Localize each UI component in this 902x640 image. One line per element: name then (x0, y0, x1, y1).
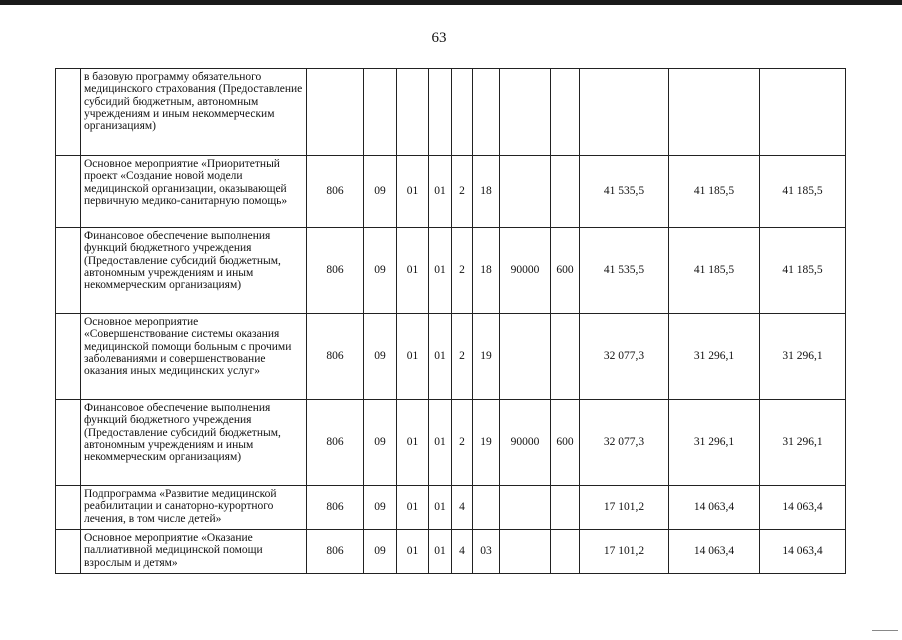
code-subsection: 01 (397, 486, 429, 530)
amount-year-1: 41 535,5 (580, 228, 669, 314)
amount-year-2: 41 185,5 (669, 228, 760, 314)
amount-year-3: 31 296,1 (760, 314, 846, 400)
amount-year-1: 32 077,3 (580, 314, 669, 400)
empty-cell (56, 69, 81, 156)
code-direction (500, 530, 551, 574)
amount-year-2 (669, 69, 760, 156)
table-row (56, 228, 846, 314)
code-event: 18 (473, 156, 500, 228)
code-event (473, 69, 500, 156)
code-admin (307, 69, 364, 156)
code-program: 01 (429, 156, 452, 228)
code-program (429, 69, 452, 156)
code-expense-type: 600 (551, 400, 580, 486)
code-admin: 806 (307, 156, 364, 228)
code-program: 01 (429, 400, 452, 486)
row-description: Подпрограмма «Развитие медицинской реабилитации и санаторно-курортного лечения, в том числе детей» (81, 486, 307, 530)
code-admin: 806 (307, 400, 364, 486)
code-subsection: 01 (397, 400, 429, 486)
code-event: 19 (473, 400, 500, 486)
scan-mark (872, 630, 898, 631)
table-row (56, 156, 846, 228)
code-expense-type (551, 486, 580, 530)
code-subprogram (452, 69, 473, 156)
amount-year-1: 32 077,3 (580, 400, 669, 486)
code-event: 19 (473, 314, 500, 400)
code-admin: 806 (307, 486, 364, 530)
code-direction (500, 314, 551, 400)
code-direction: 90000 (500, 400, 551, 486)
code-subprogram: 4 (452, 530, 473, 574)
amount-year-3: 41 185,5 (760, 156, 846, 228)
amount-year-1: 17 101,2 (580, 486, 669, 530)
amount-year-3 (760, 69, 846, 156)
code-program: 01 (429, 314, 452, 400)
code-section: 09 (364, 156, 397, 228)
amount-year-2: 31 296,1 (669, 314, 760, 400)
top-border-bar (0, 0, 902, 5)
code-program: 01 (429, 228, 452, 314)
empty-cell (56, 314, 81, 400)
row-description: Финансовое обеспечение выполнения функций бюджетного учреждения (Предоставление субсидий бюджетным, автономным учреждениям и иным некоммерческим организациям) (81, 400, 307, 486)
empty-cell (56, 228, 81, 314)
code-subprogram: 4 (452, 486, 473, 530)
code-expense-type (551, 69, 580, 156)
code-direction (500, 69, 551, 156)
code-subprogram: 2 (452, 314, 473, 400)
code-section (364, 69, 397, 156)
empty-cell (56, 156, 81, 228)
table-row (56, 69, 846, 156)
code-section: 09 (364, 530, 397, 574)
amount-year-2: 14 063,4 (669, 486, 760, 530)
code-direction (500, 486, 551, 530)
amount-year-1: 41 535,5 (580, 156, 669, 228)
code-subprogram: 2 (452, 228, 473, 314)
code-subprogram: 2 (452, 156, 473, 228)
empty-cell (56, 486, 81, 530)
table-row (56, 400, 846, 486)
amount-year-2: 14 063,4 (669, 530, 760, 574)
code-subsection: 01 (397, 228, 429, 314)
row-description: Основное мероприятие «Совершенствование системы оказания медицинской помощи больным с прочими заболеваниями и совершенствование оказания иных медицинских услуг» (81, 314, 307, 400)
code-program: 01 (429, 530, 452, 574)
page-number: 63 (431, 30, 447, 46)
amount-year-1 (580, 69, 669, 156)
code-section: 09 (364, 314, 397, 400)
code-subprogram: 2 (452, 400, 473, 486)
row-description: Основное мероприятие «Оказание паллиативной медицинской помощи взрослым и детям» (81, 530, 307, 574)
code-admin: 806 (307, 228, 364, 314)
code-event: 03 (473, 530, 500, 574)
code-admin: 806 (307, 530, 364, 574)
code-expense-type (551, 314, 580, 400)
code-section: 09 (364, 400, 397, 486)
table-row (56, 314, 846, 400)
amount-year-3: 14 063,4 (760, 486, 846, 530)
code-section: 09 (364, 228, 397, 314)
table-row (56, 530, 846, 574)
code-section: 09 (364, 486, 397, 530)
row-description: в базовую программу обязательного медицинского страхования (Предоставление субсидий бюджетным, автономным учреждениям и иным некоммерческим организациям) (81, 69, 307, 156)
code-direction (500, 156, 551, 228)
row-description: Финансовое обеспечение выполнения функций бюджетного учреждения (Предоставление субсидий бюджетным, автономным учреждениям и иным некоммерческим организациям) (81, 228, 307, 314)
amount-year-3: 14 063,4 (760, 530, 846, 574)
empty-cell (56, 400, 81, 486)
code-expense-type (551, 530, 580, 574)
code-admin: 806 (307, 314, 364, 400)
code-program: 01 (429, 486, 452, 530)
amount-year-3: 41 185,5 (760, 228, 846, 314)
code-expense-type: 600 (551, 228, 580, 314)
code-event (473, 486, 500, 530)
code-event: 18 (473, 228, 500, 314)
amount-year-1: 17 101,2 (580, 530, 669, 574)
row-description: Основное мероприятие «Приоритетный проект «Создание новой модели медицинской организации, оказывающей первичную медико-санитарную помощь» (81, 156, 307, 228)
code-subsection: 01 (397, 530, 429, 574)
amount-year-2: 41 185,5 (669, 156, 760, 228)
amount-year-3: 31 296,1 (760, 400, 846, 486)
code-expense-type (551, 156, 580, 228)
code-subsection (397, 69, 429, 156)
empty-cell (56, 530, 81, 574)
budget-table (55, 68, 846, 574)
table-row (56, 486, 846, 530)
code-subsection: 01 (397, 156, 429, 228)
code-direction: 90000 (500, 228, 551, 314)
amount-year-2: 31 296,1 (669, 400, 760, 486)
code-subsection: 01 (397, 314, 429, 400)
